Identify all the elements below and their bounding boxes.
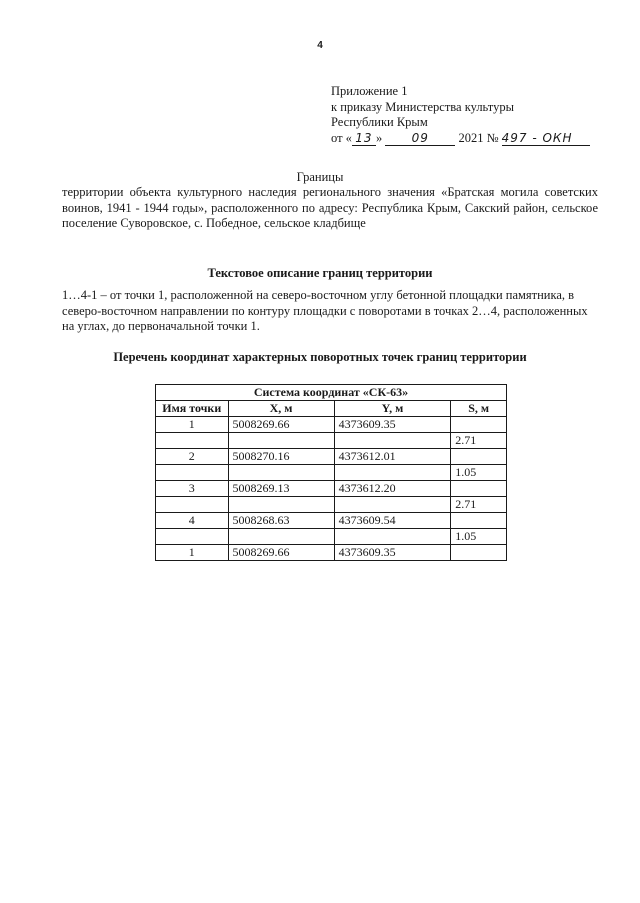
appendix-line-3: Республики Крым — [331, 115, 428, 129]
cell-s — [451, 545, 507, 561]
cell-y: 4373612.20 — [334, 481, 451, 497]
table-row — [156, 545, 507, 561]
cell-s — [451, 481, 507, 497]
table-row — [156, 481, 507, 497]
cell-s: 1.05 — [451, 529, 507, 545]
table-row — [156, 433, 507, 449]
header-y: Y, м — [334, 401, 451, 417]
cell-s: 2.71 — [451, 497, 507, 513]
boundary-description: 1…4-1 – от точки 1, расположенной на северо-восточном углу бетонной площадки памятника, в северо-восточном направлении по контуру площадки с поворотами в точках 2…4, расположенных на углах, до первоначальной точки 1. — [62, 288, 588, 333]
table-row — [156, 513, 507, 529]
table-row — [156, 497, 507, 513]
page-number: 4 — [317, 40, 323, 51]
cell-x: 5008269.66 — [228, 417, 334, 433]
cell-x — [228, 529, 334, 545]
object-description: территории объекта культурного наследия регионального значения «Братская могила советских воинов, 1941 - 1944 годы», расположенного по адресу: Республика Крым, Сакский район, сельское поселение Суворовское, с. Победное, сельское кладбище — [62, 185, 598, 230]
cell-point-name: 3 — [156, 481, 229, 497]
cell-y — [334, 433, 451, 449]
table-row — [156, 465, 507, 481]
coordinates-table-heading: Перечень координат характерных поворотных точек границ территории — [113, 350, 527, 364]
cell-y: 4373609.54 — [334, 513, 451, 529]
cell-point-name: 1 — [156, 545, 229, 561]
coordinates-table — [155, 384, 507, 561]
cell-s — [451, 513, 507, 529]
cell-point-name: 2 — [156, 449, 229, 465]
cell-s: 2.71 — [451, 433, 507, 449]
appendix-line-1: Приложение 1 — [331, 84, 408, 98]
table-row — [156, 417, 507, 433]
cell-point-name — [156, 529, 229, 545]
cell-y — [334, 465, 451, 481]
cell-x — [228, 433, 334, 449]
cell-x — [228, 497, 334, 513]
year-label: 2021 № — [458, 130, 499, 145]
cell-s — [451, 417, 507, 433]
cell-point-name — [156, 465, 229, 481]
coordinate-system-header: Система координат «СК-63» — [156, 385, 507, 401]
boundary-heading: Текстовое описание границ территории — [207, 266, 433, 280]
document-title: Границы — [296, 170, 344, 184]
cell-point-name: 1 — [156, 417, 229, 433]
cell-y: 4373612.01 — [334, 449, 451, 465]
cell-point-name — [156, 497, 229, 513]
date-day-close: » — [375, 130, 383, 145]
table-row — [156, 529, 507, 545]
header-s: S, м — [451, 401, 507, 417]
header-point-name: Имя точки — [156, 401, 229, 417]
cell-s — [451, 449, 507, 465]
date-day: 13 — [352, 132, 376, 146]
cell-y — [334, 529, 451, 545]
cell-x: 5008270.16 — [228, 449, 334, 465]
cell-x — [228, 465, 334, 481]
date-month: 09 — [385, 132, 455, 146]
order-number: 497 - ОКН — [502, 132, 590, 146]
cell-y — [334, 497, 451, 513]
table-row — [156, 449, 507, 465]
cell-point-name: 4 — [156, 513, 229, 529]
cell-s: 1.05 — [451, 465, 507, 481]
date-prefix: от « — [331, 130, 352, 145]
cell-y: 4373609.35 — [334, 545, 451, 561]
cell-point-name — [156, 433, 229, 449]
cell-y: 4373609.35 — [334, 417, 451, 433]
appendix-date-line — [331, 131, 590, 147]
cell-x: 5008268.63 — [228, 513, 334, 529]
cell-x: 5008269.66 — [228, 545, 334, 561]
appendix-line-2: к приказу Министерства культуры — [331, 99, 514, 114]
header-x: X, м — [228, 401, 334, 417]
appendix-block — [331, 84, 590, 146]
cell-x: 5008269.13 — [228, 481, 334, 497]
